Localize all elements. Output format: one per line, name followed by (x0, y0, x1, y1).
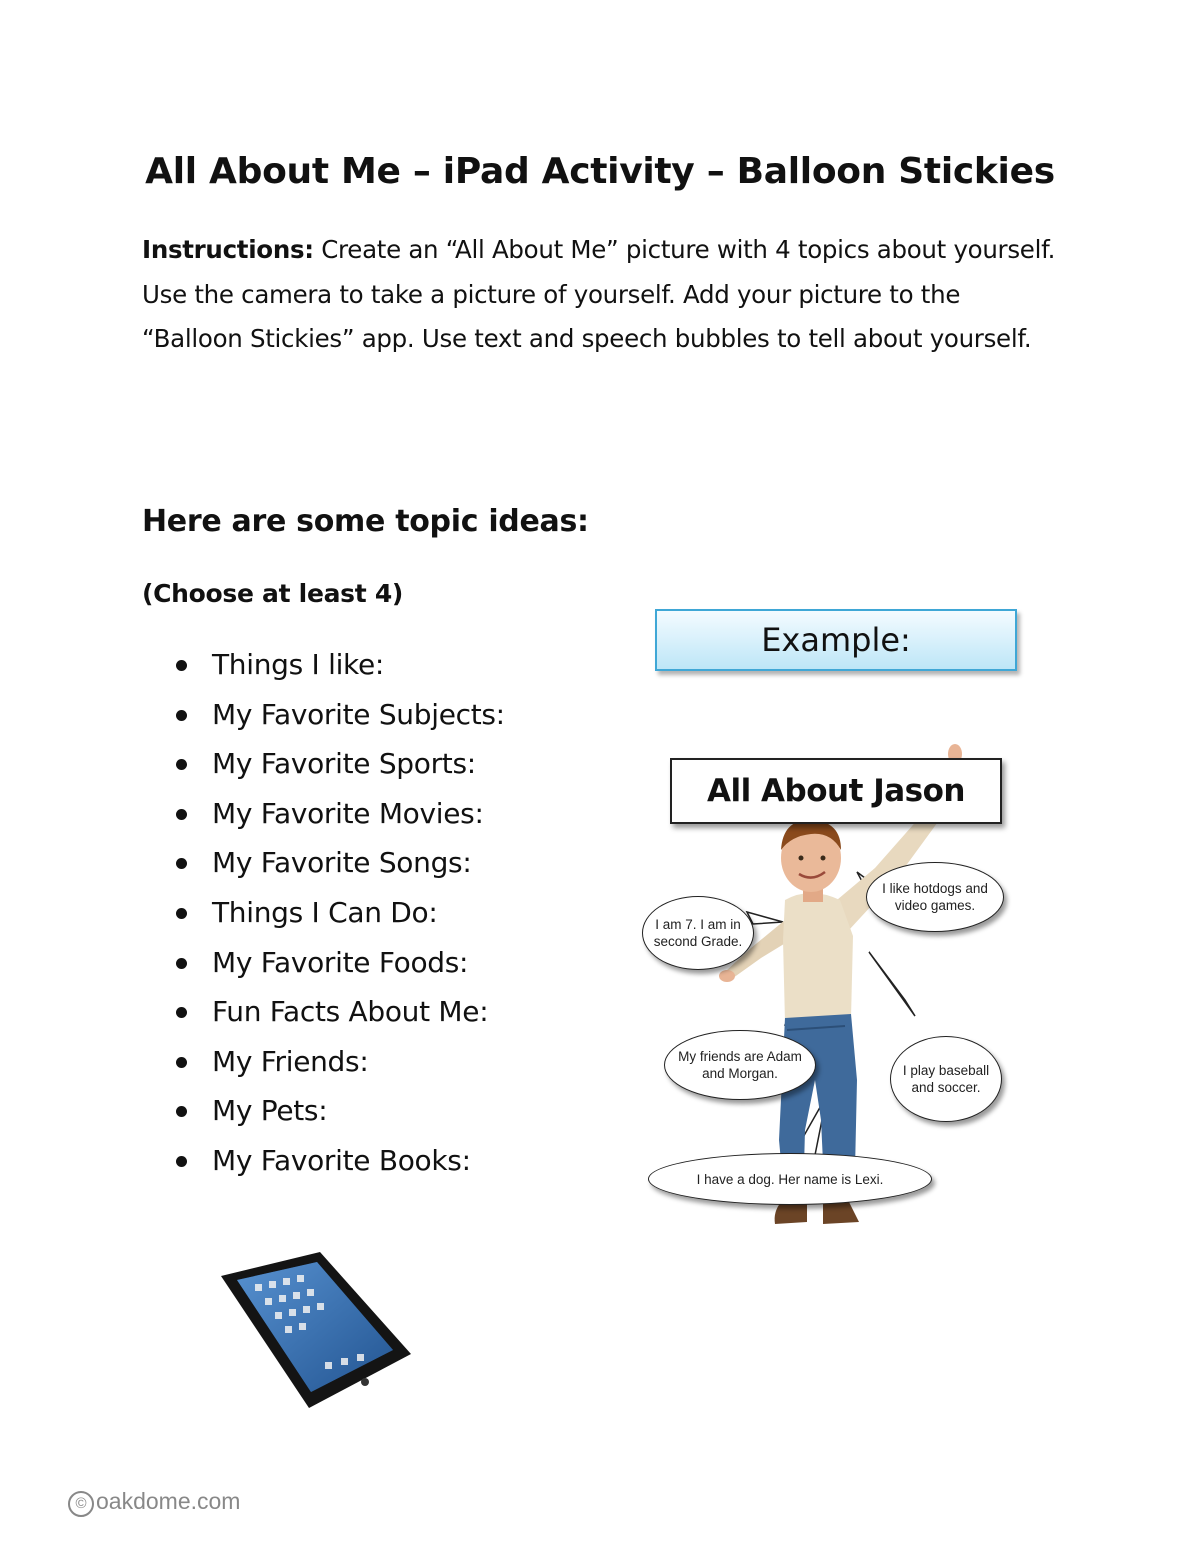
bullet-icon (176, 958, 187, 969)
list-item: Things I like: (0, 640, 505, 690)
copyright-notice (68, 1486, 240, 1517)
page-title: All About Me – iPad Activity – Balloon Stickies (145, 151, 1055, 192)
bullet-icon (176, 858, 187, 869)
bullet-icon (176, 1106, 187, 1117)
speech-bubble-age: I am 7. I am in second Grade. (642, 896, 754, 970)
list-item: My Favorite Songs: (0, 838, 505, 888)
bullet-icon (176, 759, 187, 770)
bullet-icon (176, 1007, 187, 1018)
title-speech-bubble: All About Jason (670, 758, 1002, 824)
bullet-icon (176, 1156, 187, 1167)
instructions-paragraph (142, 228, 1057, 362)
bullet-icon (176, 1057, 187, 1068)
speech-bubble-friends: My friends are Adam and Morgan. (664, 1030, 816, 1100)
instructions-label: Instructions: (142, 235, 314, 264)
bullet-icon (176, 660, 187, 671)
bullet-icon (176, 809, 187, 820)
topics-heading: Here are some topic ideas: (142, 504, 589, 539)
list-item: My Favorite Movies: (0, 789, 505, 839)
list-item: Fun Facts About Me: (0, 987, 505, 1037)
list-item: My Favorite Books: (0, 1136, 505, 1186)
copyright-icon: © (68, 1491, 94, 1517)
topic-list (0, 640, 505, 1186)
list-item: My Favorite Sports: (0, 739, 505, 789)
list-item: My Friends: (0, 1037, 505, 1087)
list-item: My Favorite Foods: (0, 938, 505, 988)
example-label-box: Example: (655, 609, 1017, 671)
instructions-text: Create an “All About Me” picture with 4 topics about yourself. Use the camera to take a picture of yourself. Add your picture to the “Balloon Stickies” app. Use text and speech bubbles to tell about yourself. (142, 235, 1056, 353)
choose-note: (Choose at least 4) (142, 579, 404, 608)
list-item: My Pets: (0, 1086, 505, 1136)
speech-bubble-dog: I have a dog. Her name is Lexi. (648, 1153, 932, 1205)
list-item: Things I Can Do: (0, 888, 505, 938)
speech-bubble-hotdogs: I like hotdogs and video games. (866, 862, 1004, 932)
list-item: My Favorite Subjects: (0, 690, 505, 740)
bullet-icon (176, 710, 187, 721)
bullet-icon (176, 908, 187, 919)
ipad-image (215, 1250, 415, 1415)
speech-bubble-sports: I play baseball and soccer. (890, 1036, 1002, 1122)
copyright-text: oakdome.com (96, 1488, 241, 1514)
